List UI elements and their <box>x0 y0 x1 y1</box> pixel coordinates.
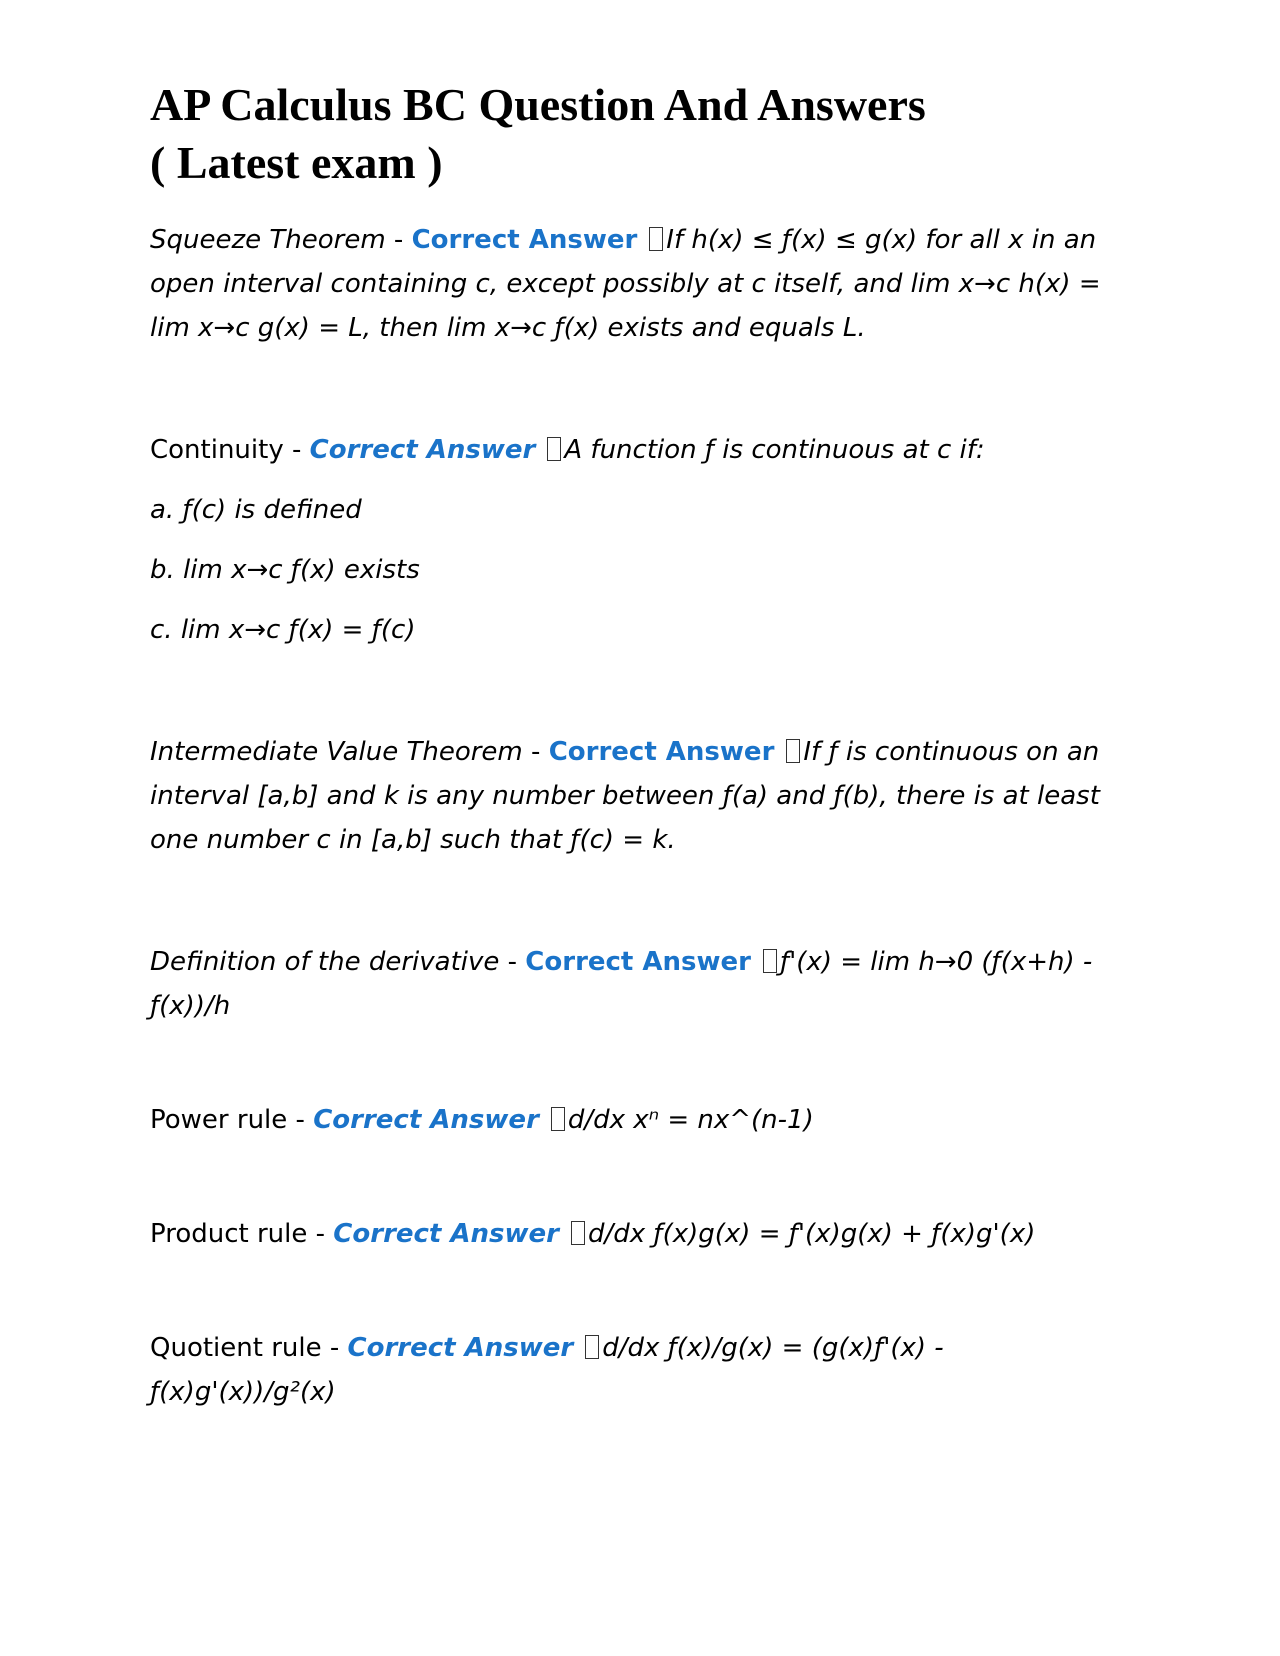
entry-definition: If h(x) ≤ ƒ(x) ≤ g(x) for all x in an open interval containing c, except possibly at c itself, and lim x→c h(x) = lim x→c g(x) = L, then lim x→c ƒ(x) exists and equals L. <box>150 225 1101 343</box>
entry-definition: d/dx ƒ(x)g(x) = ƒ'(x)g(x) + ƒ(x)g'(x) <box>588 1219 1036 1249</box>
entry-term: Power rule <box>150 1105 288 1135</box>
correct-answer-label: Correct Answer <box>309 435 536 465</box>
qa-entry-definition-of-derivative <box>150 940 1130 1028</box>
entry-separator: - <box>287 1105 314 1135</box>
correct-answer-label: Correct Answer <box>548 737 775 767</box>
spacer <box>150 1028 1130 1098</box>
continuity-condition-c: c. lim x→c ƒ(x) = ƒ(c) <box>150 615 416 645</box>
title-line-2: ( Latest exam ) <box>150 137 443 188</box>
entry-term: Quotient rule <box>150 1333 322 1363</box>
entry-separator: - <box>321 1333 348 1363</box>
document-page <box>150 76 1130 1414</box>
qa-entry-power-rule <box>150 1098 1130 1142</box>
entry-term: Squeeze Theorem <box>150 225 386 255</box>
missing-glyph-box-icon <box>763 949 777 973</box>
qa-entry-intermediate-value-theorem <box>150 730 1130 862</box>
correct-answer-label: Correct Answer <box>333 1219 559 1249</box>
entry-term: Product rule <box>150 1219 308 1249</box>
missing-glyph-box-icon <box>571 1221 585 1245</box>
entry-definition: d/dx xⁿ = nx^(n-1) <box>567 1105 814 1135</box>
entry-term: Intermediate Value Theorem <box>150 737 523 767</box>
entry-definition: If ƒ is continuous on an interval [a,b] and k is any number between ƒ(a) and ƒ(b), there is at least one number c in [a,b] such that ƒ(c) = k. <box>150 737 1100 855</box>
title-line-1: AP Calculus BC Question And Answers <box>150 79 926 130</box>
qa-entry-quotient-rule <box>150 1326 1130 1414</box>
continuity-condition-b: b. lim x→c ƒ(x) exists <box>150 555 420 585</box>
entry-term: Continuity <box>150 435 284 465</box>
spacer <box>150 1142 1130 1212</box>
qa-entry-squeeze-theorem <box>150 218 1130 350</box>
entry-separator: - <box>522 737 549 767</box>
spacer <box>150 862 1130 940</box>
missing-glyph-box-icon <box>551 1107 565 1131</box>
correct-answer-label: Correct Answer <box>525 947 751 977</box>
missing-glyph-box-icon <box>649 227 663 251</box>
entry-separator: - <box>283 435 310 465</box>
correct-answer-label: Correct Answer <box>411 225 638 255</box>
spacer <box>150 1256 1130 1326</box>
qa-entry-product-rule <box>150 1212 1130 1256</box>
correct-answer-label: Correct Answer <box>313 1105 539 1135</box>
qa-entry-continuity <box>150 428 1130 472</box>
spacer <box>150 350 1130 428</box>
entry-separator: - <box>385 225 412 255</box>
continuity-condition-a: a. ƒ(c) is defined <box>150 495 362 525</box>
entry-term: Definition of the derivative <box>150 947 500 977</box>
page-title <box>150 76 1130 192</box>
entry-definition: ƒ'(x) = lim h→0 (ƒ(x+h) - ƒ(x))/h <box>150 947 1093 1021</box>
missing-glyph-box-icon <box>547 437 561 461</box>
entry-separator: - <box>307 1219 334 1249</box>
entry-definition: d/dx ƒ(x)/g(x) = (g(x)ƒ'(x) - ƒ(x)g'(x))/g²(x) <box>150 1333 944 1407</box>
entry-separator: - <box>499 947 526 977</box>
spacer <box>150 652 1130 730</box>
correct-answer-label: Correct Answer <box>347 1333 574 1363</box>
missing-glyph-box-icon <box>786 739 800 763</box>
missing-glyph-box-icon <box>585 1335 599 1359</box>
entry-definition: A function ƒ is continuous at c if: <box>564 435 985 465</box>
